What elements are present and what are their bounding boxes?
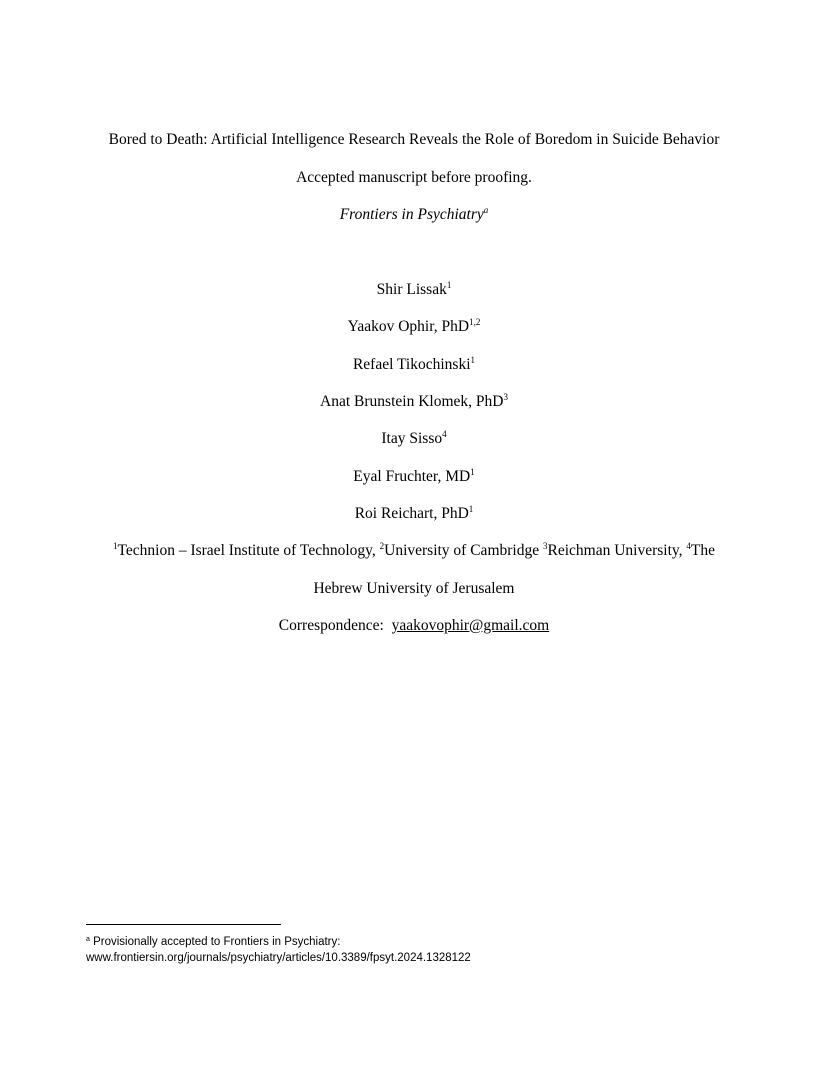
affiliation-sup: 3 — [542, 541, 548, 551]
author-line — [0, 429, 828, 449]
paper-title: Bored to Death: Artificial Intelligence Research Reveals the Role of Boredom in Suicide Behavior — [108, 131, 720, 148]
affiliation-reichman: Reichman University, — [547, 542, 687, 559]
affiliation-sup: 2 — [379, 541, 385, 551]
affiliation-sup: 1 — [113, 541, 118, 551]
journal-name — [0, 205, 828, 225]
author-affiliation-sup: 1 — [468, 504, 474, 514]
correspondence-email-link[interactable]: yaakovophir@gmail.com — [391, 617, 550, 634]
affiliations-line-1 — [0, 541, 828, 561]
journal-name-text: Frontiers in Psychiatry — [339, 206, 484, 223]
author-line — [0, 504, 828, 524]
author-affiliation-sup: 1,2 — [469, 317, 481, 327]
author-name: Roi Reichart, PhD — [354, 505, 469, 522]
author-name: Yaakov Ophir, PhD — [347, 318, 470, 335]
footnote-divider — [86, 924, 281, 925]
author-line — [0, 467, 828, 487]
author-line — [0, 317, 828, 337]
affiliation-technion: Technion – Israel Institute of Technology, — [117, 542, 380, 559]
author-name: Eyal Fruchter, MD — [353, 468, 471, 485]
correspondence — [0, 616, 828, 636]
author-line — [0, 355, 828, 375]
affiliations-line-2: Hebrew University of Jerusalem — [313, 580, 515, 597]
author-line — [0, 392, 828, 412]
author-affiliation-sup: 1 — [470, 355, 476, 365]
correspondence-label: Correspondence: — [278, 617, 392, 634]
footnote-url[interactable]: www.frontiersin.org/journals/psychiatry/articles/10.3389/fpsyt.2024.1328122 — [86, 952, 471, 964]
author-affiliation-sup: 1 — [470, 467, 475, 477]
affiliation-cambridge: University of Cambridge — [384, 542, 543, 559]
affiliation-hebrew-start: The — [690, 542, 715, 559]
author-line — [0, 280, 828, 300]
journal-footnote-marker: a — [483, 205, 489, 215]
affiliation-sup: 4 — [686, 541, 691, 551]
author-affiliation-sup: 1 — [446, 280, 452, 290]
author-name: Anat Brunstein Klomek, PhD — [320, 393, 504, 410]
footnote-text: Provisionally accepted to Frontiers in Psychiatry: — [89, 936, 341, 948]
author-affiliation-sup: 4 — [442, 429, 447, 439]
footnote-line-1 — [86, 934, 786, 950]
manuscript-status: Accepted manuscript before proofing. — [296, 169, 532, 186]
author-name: Refael Tikochinski — [352, 356, 471, 373]
author-name: Itay Sisso — [381, 430, 443, 447]
author-affiliation-sup: 3 — [503, 392, 508, 402]
author-name: Shir Lissak — [376, 281, 447, 298]
footnote-marker: a — [86, 936, 90, 943]
